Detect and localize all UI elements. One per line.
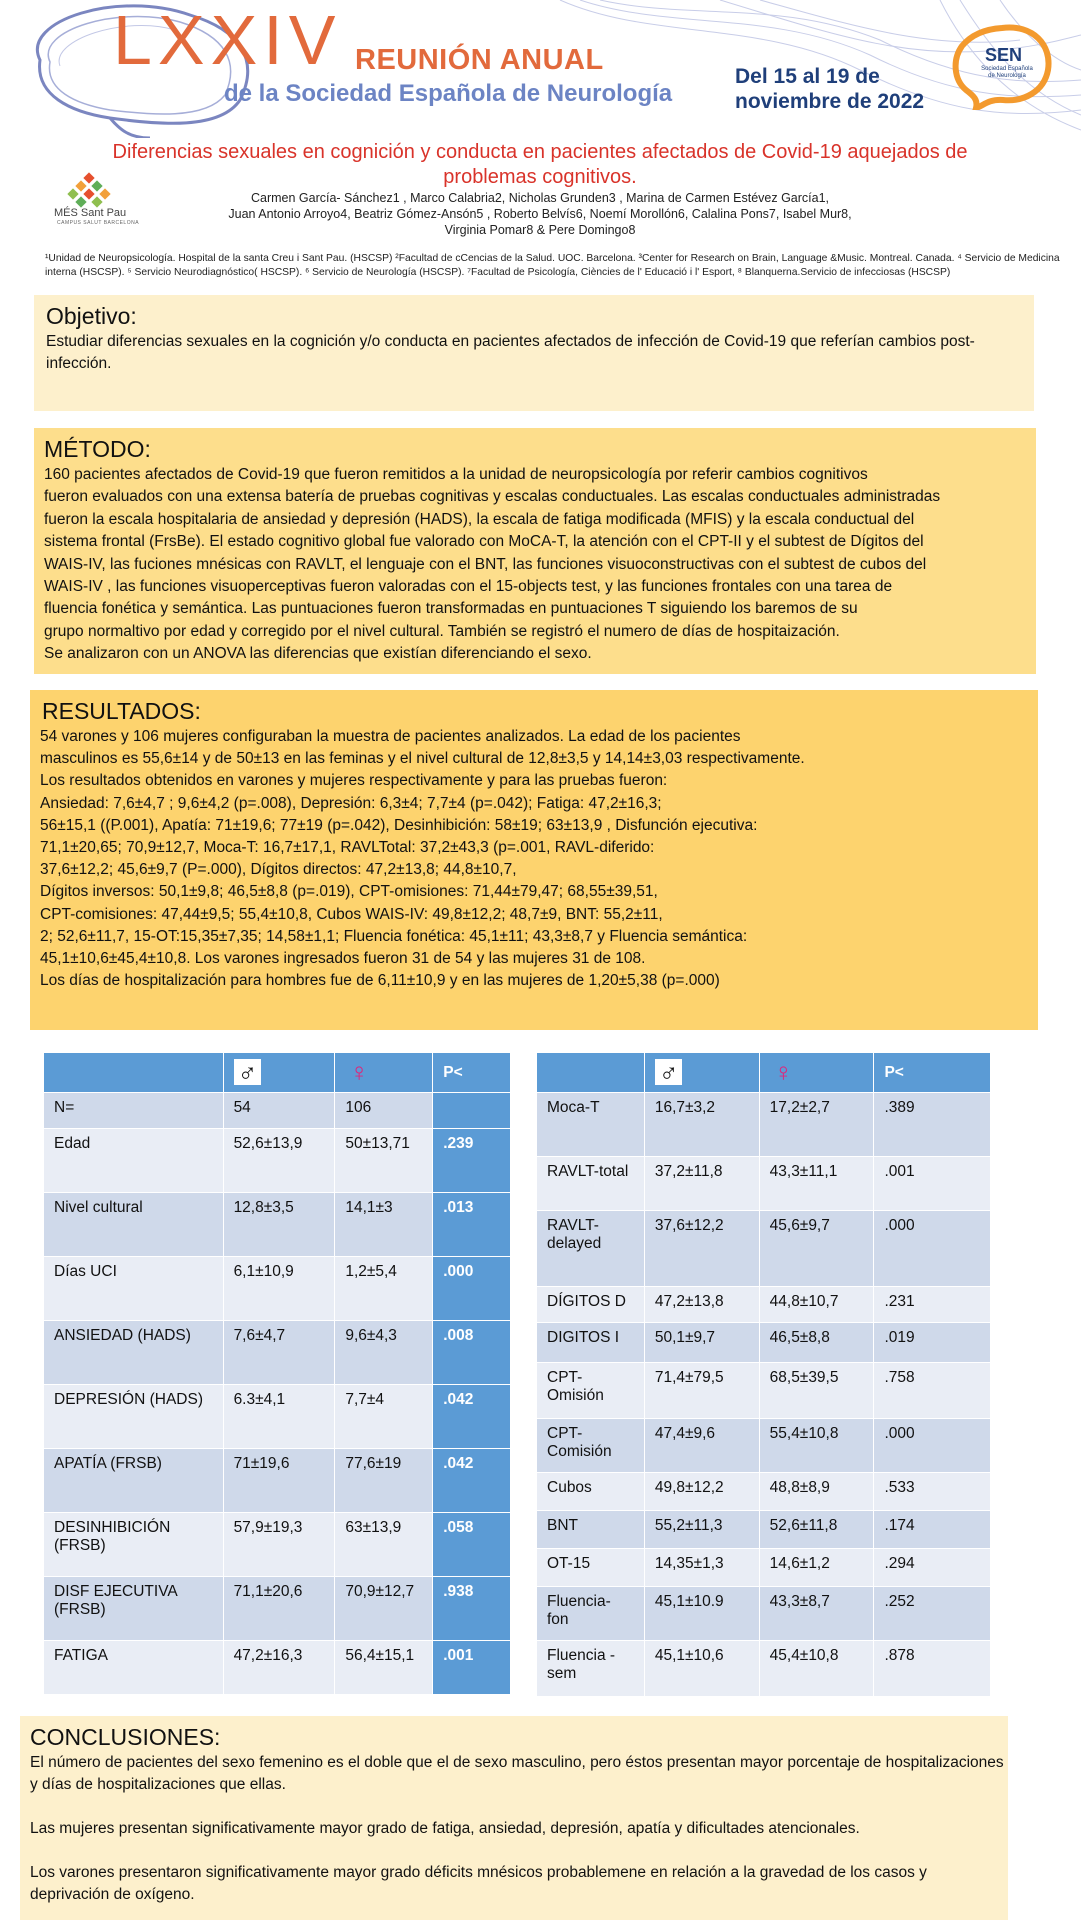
cell-female: 1,2±5,4 (335, 1257, 433, 1321)
cell-p: .000 (874, 1419, 991, 1473)
objetivo-heading: Objetivo: (46, 303, 137, 329)
resultados-line: masculinos es 55,6±14 y de 50±13 en las feminas y el nivel cultural de 12,8±3,5 y 14,14±3,03 respectivamente. (40, 750, 805, 768)
header-banner (0, 0, 1081, 138)
resultados-section (30, 690, 1038, 1030)
cell-label: ANSIEDAD (HADS) (44, 1321, 224, 1385)
cell-female: 44,8±10,7 (759, 1287, 874, 1323)
table-row (537, 1093, 991, 1157)
cell-label: APATÍA (FRSB) (44, 1449, 224, 1513)
cell-label: Cubos (537, 1473, 645, 1511)
cell-male: 71±19,6 (223, 1449, 335, 1513)
resultados-body (40, 726, 1030, 992)
table-row (44, 1321, 511, 1385)
header-label-cell (537, 1053, 645, 1093)
cell-male: 37,6±12,2 (644, 1211, 759, 1287)
poster-title: Diferencias sexuales en cognición y conducta en pacientes afectados de Covid-19 aquejados de problemas cognitivos. (112, 141, 968, 188)
resultados-line: 71,1±20,65; 70,9±12,7, Moca-T: 16,7±17,1, RAVLTotal: 37,2±43,3 (p=.001, RAVL-diferido: (40, 839, 655, 857)
table-row (537, 1473, 991, 1511)
cell-male: 12,8±3,5 (223, 1193, 335, 1257)
cell-male: 49,8±12,2 (644, 1473, 759, 1511)
header-female-cell (335, 1053, 433, 1093)
cell-female: 48,8±8,9 (759, 1473, 874, 1511)
cell-p: .042 (433, 1449, 511, 1513)
cell-p: .058 (433, 1513, 511, 1577)
dates-line-2: noviembre de 2022 (735, 90, 925, 113)
resultados-line: 2; 52,6±11,7, 15-OT:15,35±7,35; 14,58±1,1; Fluencia fonética: 45,1±11; 43,3±8,7 y Fluencia semántica: (40, 927, 748, 945)
sen-logo-subtitle: Sociedad Española de Neurología (981, 66, 1033, 79)
conclusiones-section (20, 1716, 1008, 1920)
resultados-line: 56±15,1 ((P.001), Apatía: 71±19,6; 77±19 (p=.042), Desinhibición: 58±19; 63±13,9 , Disfunción ejecutiva: (40, 816, 758, 834)
cell-female: 68,5±39,5 (759, 1363, 874, 1419)
cell-p: .008 (433, 1321, 511, 1385)
resultados-heading: RESULTADOS: (42, 698, 201, 724)
cell-male: 14,35±1,3 (644, 1549, 759, 1587)
dates-line-1: Del 15 al 19 de (735, 65, 880, 88)
header-male-cell (644, 1053, 759, 1093)
conclusion-paragraph: Los varones presentaron significativamente mayor grado déficits mnésicos probablemene en relación a la gravedad de los casos y deprivación de oxígeno. (30, 1864, 927, 1903)
cell-p: .000 (874, 1211, 991, 1287)
conclusion-paragraph: Las mujeres presentan significativamente mayor grado de fatiga, ansiedad, depresión, apatía y dificultades atencionales. (30, 1820, 860, 1837)
cell-label: BNT (537, 1511, 645, 1549)
table-row (537, 1641, 991, 1697)
table-row (44, 1385, 511, 1449)
metodo-body (44, 464, 1034, 666)
metodo-line: 160 pacientes afectados de Covid-19 que fueron remitidos a la unidad de neuropsicología por referir cambios cognitivos (44, 466, 868, 483)
cell-female: 63±13,9 (335, 1513, 433, 1577)
cell-label: DEPRESIÓN (HADS) (44, 1385, 224, 1449)
resultados-line: 54 varones y 106 mujeres configuraban la muestra de pacientes analizados. La edad de los pacientes (40, 728, 741, 745)
cell-label: N= (44, 1093, 224, 1129)
table-row (537, 1323, 991, 1363)
table-row (44, 1577, 511, 1641)
cell-female: 43,3±11,1 (759, 1157, 874, 1211)
congress-number: LXXIV (113, 1, 342, 79)
metodo-line: fluencia fonética y semántica. Las puntuaciones fueron transformadas en puntuaciones T siguiendo los baremos de su (44, 600, 858, 618)
cell-male: 71,4±79,5 (644, 1363, 759, 1419)
demographics-table (43, 1052, 511, 1695)
cell-label: OT-15 (537, 1549, 645, 1587)
cell-label: Días UCI (44, 1257, 224, 1321)
table-row (537, 1587, 991, 1641)
cell-p: .239 (433, 1129, 511, 1193)
cell-p (433, 1093, 511, 1129)
metodo-line: fueron evaluados con una extensa batería de pruebas cognitivas y escalas conductuales. Las escalas conductuales administradas (44, 488, 941, 506)
cell-male: 45,1±10.9 (644, 1587, 759, 1641)
male-symbol-icon: ♂ (655, 1059, 683, 1085)
cell-female: 45,6±9,7 (759, 1211, 874, 1287)
table-row (537, 1157, 991, 1211)
cell-label: DISF EJECUTIVA (FRSB) (44, 1577, 224, 1641)
table-row (537, 1419, 991, 1473)
table-row (537, 1363, 991, 1419)
cell-label: DÍGITOS D (537, 1287, 645, 1323)
objetivo-text: Estudiar diferencias sexuales en la cognición y/o conducta en pacientes afectados de infección de Covid-19 que referían cambios post-infección. (46, 333, 975, 372)
cell-male: 57,9±19,3 (223, 1513, 335, 1577)
cell-label: DESINHIBICIÓN (FRSB) (44, 1513, 224, 1577)
table-row (44, 1129, 511, 1193)
male-symbol-icon: ♂ (234, 1059, 262, 1085)
table-row (537, 1549, 991, 1587)
cell-male: 47,4±9,6 (644, 1419, 759, 1473)
table-row (537, 1287, 991, 1323)
author-list (180, 190, 900, 238)
cell-male: 6,1±10,9 (223, 1257, 335, 1321)
metodo-heading: MÉTODO: (44, 436, 151, 462)
cell-female: 55,4±10,8 (759, 1419, 874, 1473)
header-female-cell (759, 1053, 874, 1093)
table-row (44, 1641, 511, 1695)
metodo-line: grupo normaltivo por edad y corregido por el nivel cultural. También se registró el numero de días de hospitaización. (44, 622, 840, 640)
table-row (44, 1093, 511, 1129)
female-symbol-icon: ♀ (773, 1057, 794, 1087)
metodo-line: sistema frontal (FrsBe). El estado cognitivo global fue valorado con MoCA-T, la atención con el CPT-II y el subtest de Dígitos del (44, 533, 924, 551)
table1-body (44, 1053, 511, 1695)
resultados-line: Los días de hospitalización para hombres fue de 6,11±10,9 y en las mujeres de 1,20±5,38 (p=.000) (40, 972, 720, 990)
table-row (44, 1257, 511, 1321)
cell-female: 52,6±11,8 (759, 1511, 874, 1549)
header-p-cell: P< (433, 1053, 511, 1093)
cell-female: 43,3±8,7 (759, 1587, 874, 1641)
cell-p: .758 (874, 1363, 991, 1419)
cell-male: 16,7±3,2 (644, 1093, 759, 1157)
sant-pau-logo-name (54, 207, 126, 219)
sant-pau-prefix: MÉS (54, 207, 78, 219)
cell-p: .013 (433, 1193, 511, 1257)
table-header-row (44, 1053, 511, 1093)
resultados-line: Ansiedad: 7,6±4,7 ; 9,6±4,2 (p=.008), Depresión: 6,3±4; 7,7±4 (p=.042); Fatiga: 47,2±16,3; (40, 794, 662, 812)
cell-female: 77,6±19 (335, 1449, 433, 1513)
cell-label: CPT- Omisión (537, 1363, 645, 1419)
cell-p: .878 (874, 1641, 991, 1697)
cell-p: .174 (874, 1511, 991, 1549)
sen-logo-title: SEN (985, 45, 1023, 65)
cell-label: CPT- Comisión (537, 1419, 645, 1473)
resultados-line: Los resultados obtenidos en varones y mujeres respectivamente y para las pruebas fueron: (40, 772, 668, 790)
header-p-cell: P< (874, 1053, 991, 1093)
cell-label: Fluencia - sem (537, 1641, 645, 1697)
metodo-line: fueron la escala hospitalaria de ansiedad y depresión (HADS), la escala de fatiga modificada (MFIS) y la escala conductual del (44, 510, 915, 528)
congress-dates (735, 64, 924, 114)
cell-label: Nivel cultural (44, 1193, 224, 1257)
cell-p: .294 (874, 1549, 991, 1587)
cell-label: Fluencia- fon (537, 1587, 645, 1641)
cell-male: 37,2±11,8 (644, 1157, 759, 1211)
cell-p: .001 (874, 1157, 991, 1211)
cell-female: 9,6±4,3 (335, 1321, 433, 1385)
society-name: de la Sociedad Española de Neurología (224, 80, 673, 107)
cell-label: Edad (44, 1129, 224, 1193)
metodo-section (34, 428, 1036, 674)
resultados-line: Dígitos inversos: 50,1±9,8; 46,5±8,8 (p=.019), CPT-omisiones: 71,44±79,47; 68,55±39,51, (40, 883, 658, 901)
conclusion-paragraph: El número de pacientes del sexo femenino es el doble que el de sexo masculino, pero éstos presentan mayor porcentaje de hospitalizaciones y días de hospitalizaciones que ellas. (30, 1754, 1004, 1793)
cell-p: .533 (874, 1473, 991, 1511)
cell-label: RAVLT-total (537, 1157, 645, 1211)
cell-label: Moca-T (537, 1093, 645, 1157)
cell-female: 46,5±8,8 (759, 1323, 874, 1363)
cell-p: .000 (433, 1257, 511, 1321)
metodo-line: WAIS-IV , las funciones visuoperceptivas fueron valoradas con el 15-objects test, y las funciones frontales con una tarea de (44, 578, 893, 596)
cell-female: 45,4±10,8 (759, 1641, 874, 1697)
table-row (537, 1211, 991, 1287)
cell-label: RAVLT- delayed (537, 1211, 645, 1287)
metodo-line: Se analizaron con un ANOVA las diferencias que existían diferenciando el sexo. (44, 645, 592, 663)
cell-female: 14,1±3 (335, 1193, 433, 1257)
header-label-cell (44, 1053, 224, 1093)
meeting-title: REUNIÓN ANUAL (355, 44, 604, 76)
sant-pau-title: Sant Pau (80, 207, 127, 219)
metodo-line: WAIS-IV, las fuciones mnésicas con RAVLT, el lenguaje con el BNT, las funciones visuoconstructivas con el subtest de cubos del (44, 555, 927, 573)
cell-male: 45,1±10,6 (644, 1641, 759, 1697)
author-line-1: Carmen García- Sánchez1 , Marco Calabria2, Nicholas Grunden3 , Marina de Carmen Estévez García1, (250, 191, 830, 205)
cell-female: 7,7±4 (335, 1385, 433, 1449)
cell-label: FATIGA (44, 1641, 224, 1695)
cell-male: 47,2±16,3 (223, 1641, 335, 1695)
cell-male: 7,6±4,7 (223, 1321, 335, 1385)
cell-female: 17,2±2,7 (759, 1093, 874, 1157)
cell-female: 106 (335, 1093, 433, 1129)
cell-male: 71,1±20,6 (223, 1577, 335, 1641)
cell-p: .938 (433, 1577, 511, 1641)
affiliations: ¹Unidad de Neuropsicología. Hospital de la santa Creu i Sant Pau. (HSCSP) ²Facultad de cCencias de la Salud. UOC. Barcelona. ³Center for Research on Brain, Language &Music. Montreal. Canada. ⁴ Servicio de Medicina interna (HSCSP). ⁵ Servicio Neurodiagnóstico( HSCSP). ⁶ Servicio de Neurología (HSCSP). ⁷Facultad de Psicología, Ciències de l' Educació i l' Esport, ⁸ Blanquerna.Servicio de infecciosas (HSCSP) (45, 253, 1060, 278)
resultados-line: 45,1±10,6±45,4±10,8. Los varones ingresados fueron 31 de 54 y las mujeres 31 de 108. (40, 950, 646, 968)
cell-female: 50±13,71 (335, 1129, 433, 1193)
cell-male: 6.3±4,1 (223, 1385, 335, 1449)
resultados-line: 37,6±12,2; 45,6±9,7 (P=.000), Dígitos directos: 47,2±13,8; 44,8±10,7, (40, 861, 517, 879)
cell-female: 56,4±15,1 (335, 1641, 433, 1695)
cell-male: 50,1±9,7 (644, 1323, 759, 1363)
cell-female: 14,6±1,2 (759, 1549, 874, 1587)
cell-female: 70,9±12,7 (335, 1577, 433, 1641)
table-row (44, 1449, 511, 1513)
cell-label: DIGITOS I (537, 1323, 645, 1363)
conclusiones-heading: CONCLUSIONES: (30, 1724, 221, 1750)
cell-p: .001 (433, 1641, 511, 1695)
table2-body (537, 1053, 991, 1697)
cell-male: 47,2±13,8 (644, 1287, 759, 1323)
sant-pau-logo-subtitle: CAMPUS SALUT BARCELONA (57, 220, 140, 226)
cognitive-tests-table (536, 1052, 991, 1697)
conclusiones-body (30, 1752, 1005, 1928)
cell-p: .042 (433, 1385, 511, 1449)
cell-male: 52,6±13,9 (223, 1129, 335, 1193)
objetivo-section (34, 295, 1034, 411)
resultados-line: CPT-comisiones: 47,44±9,5; 55,4±10,8, Cubos WAIS-IV: 49,8±12,2; 48,7±9, BNT: 55,2±11, (40, 905, 663, 923)
cell-p: .231 (874, 1287, 991, 1323)
cell-p: .252 (874, 1587, 991, 1641)
cell-male: 54 (223, 1093, 335, 1129)
table-row (44, 1513, 511, 1577)
author-line-2: Juan Antonio Arroyo4, Beatriz Gómez-Ansón5 , Roberto Belvís6, Noemí Morollón6, Calalina Pons7, Isabel Mur8, (228, 207, 852, 221)
table-row (537, 1511, 991, 1549)
table-header-row (537, 1053, 991, 1093)
cell-male: 55,2±11,3 (644, 1511, 759, 1549)
author-line-3: Virginia Pomar8 & Pere Domingo8 (444, 223, 636, 237)
cell-p: .019 (874, 1323, 991, 1363)
header-male-cell (223, 1053, 335, 1093)
female-symbol-icon: ♀ (349, 1057, 369, 1087)
cell-p: .389 (874, 1093, 991, 1157)
table-row (44, 1193, 511, 1257)
